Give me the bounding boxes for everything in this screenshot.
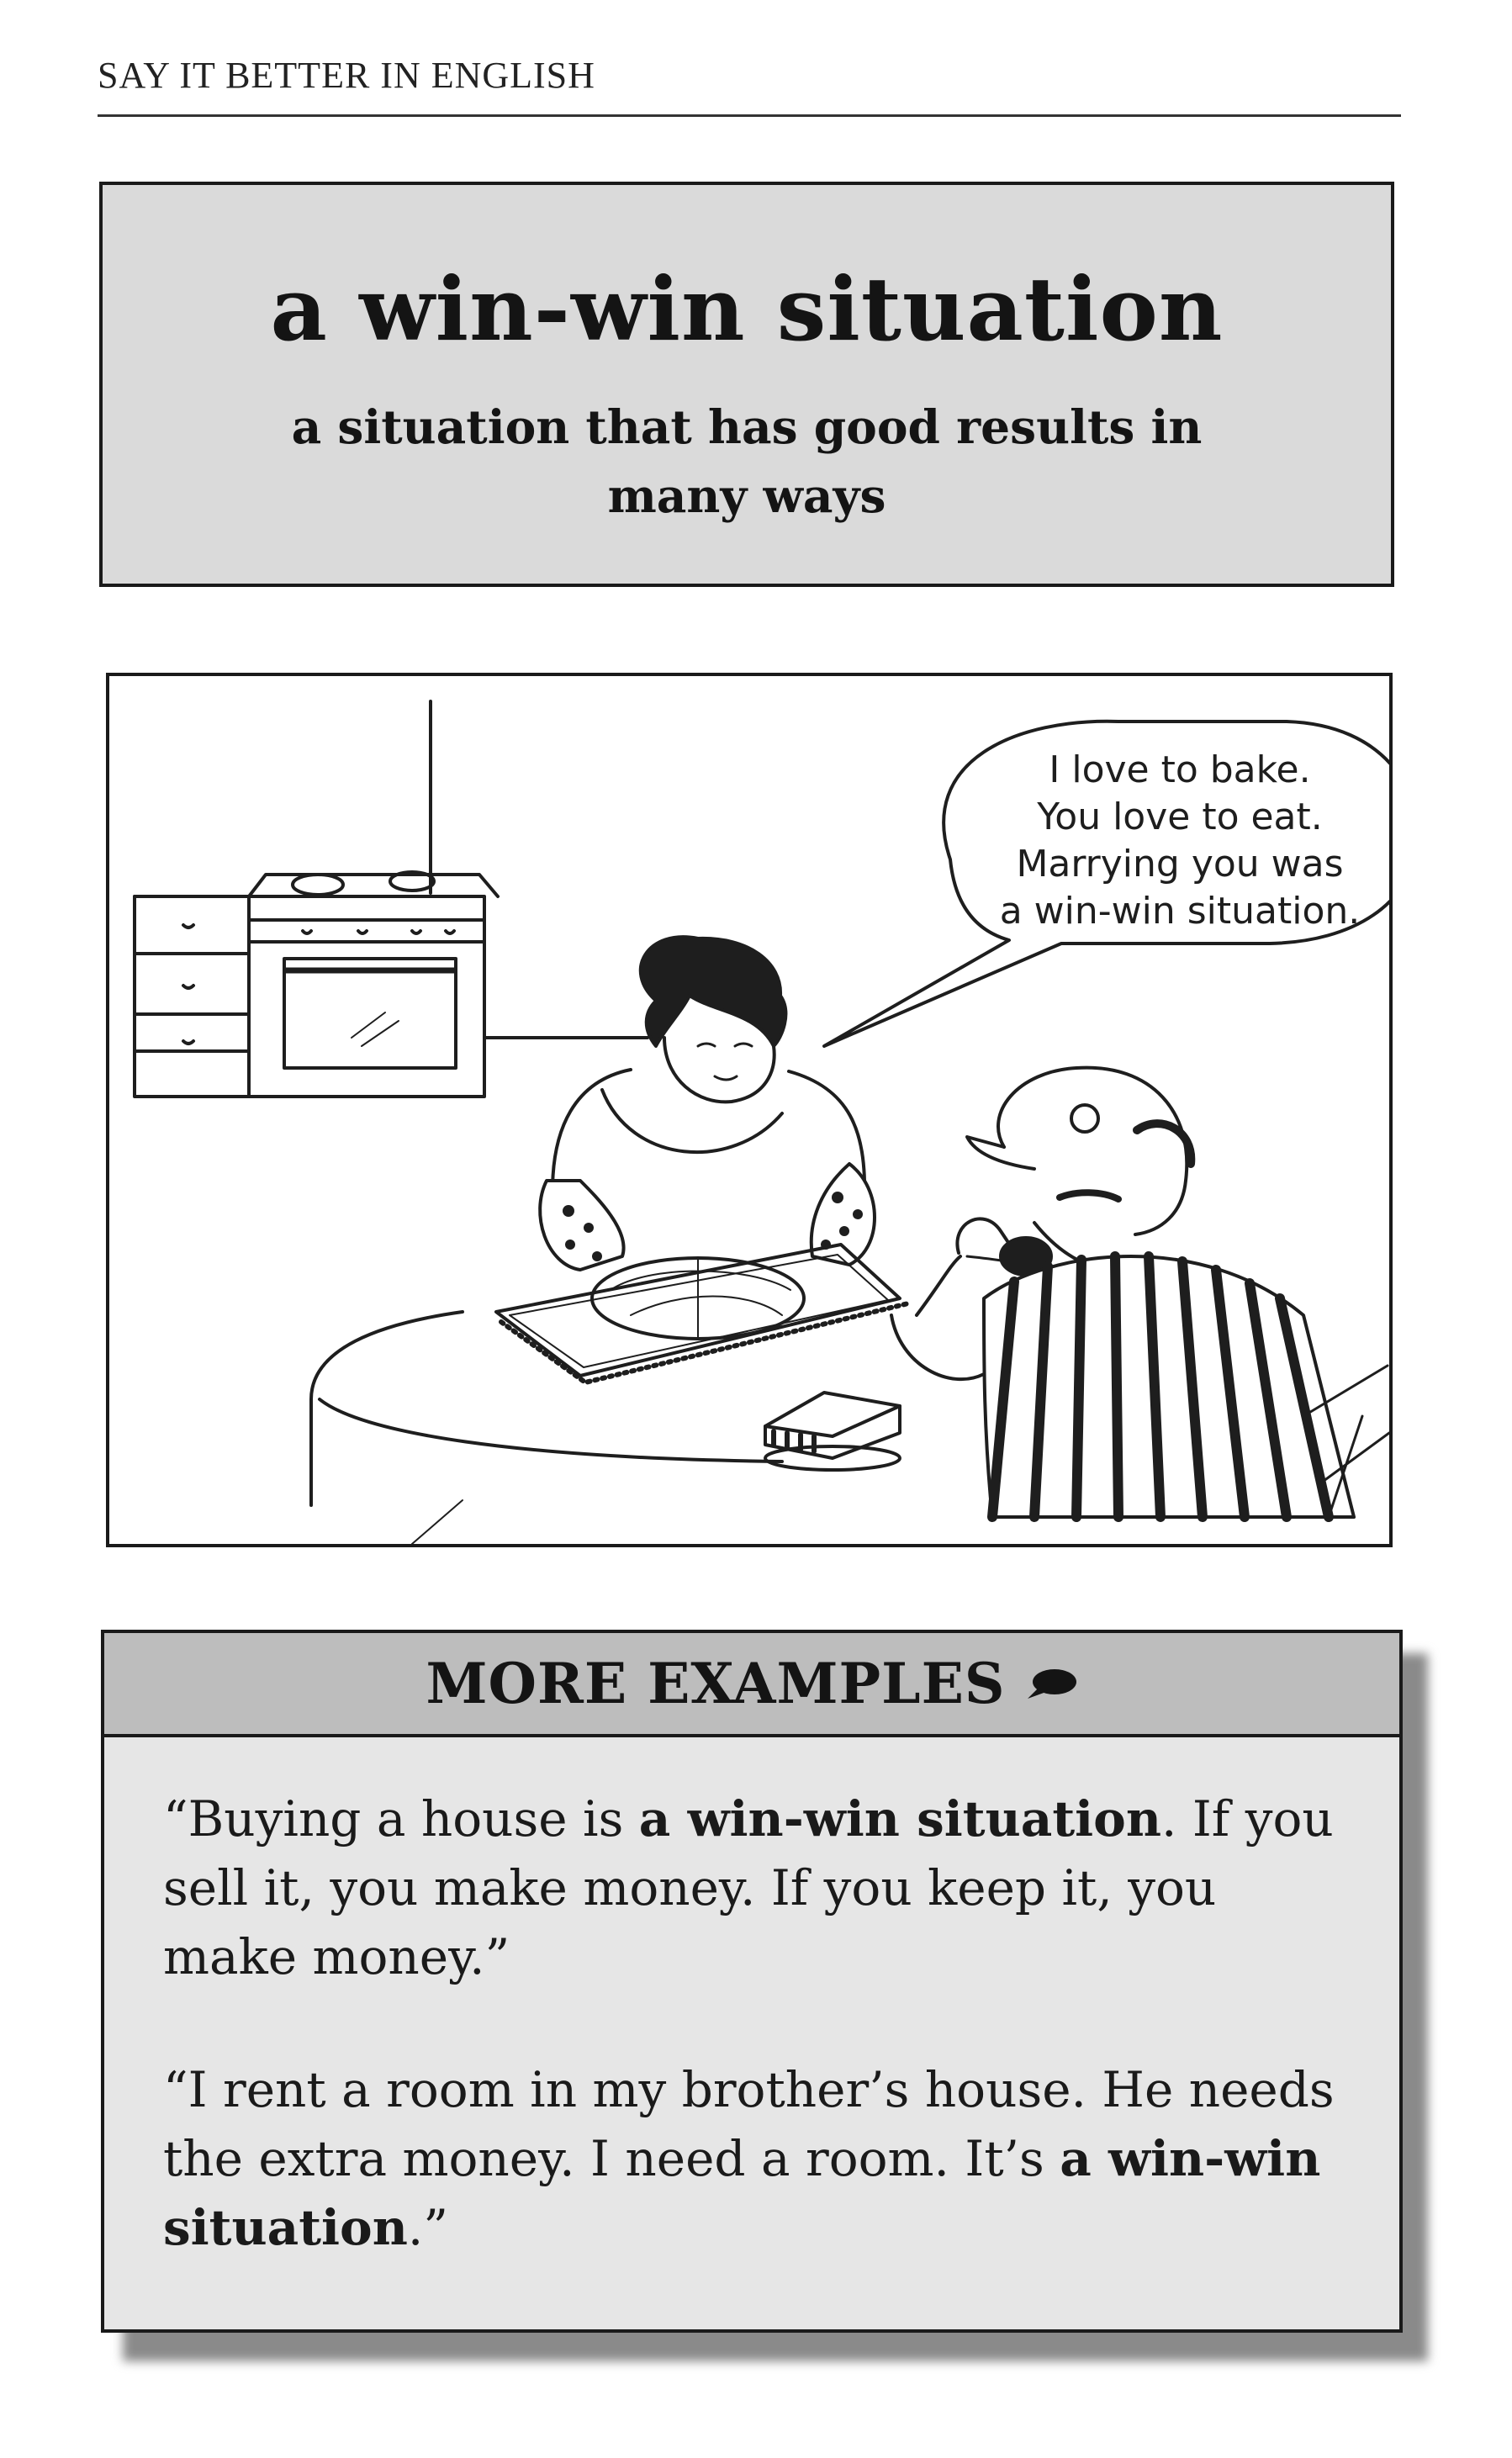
cartoon-illustration [106, 673, 1393, 1547]
example-text: “Buying a house is [163, 1790, 639, 1847]
speech-bubble-icon [1024, 1665, 1078, 1702]
idiom-highlight: a win-win situation [638, 1790, 1162, 1847]
example-quote-1 [163, 1784, 1357, 1991]
example-text: . If you sell it, you make money. If you keep it, you make money.” [163, 1790, 1334, 1985]
speech-line: Marrying you was [1016, 843, 1344, 885]
speech-line: a win-win situation. [999, 890, 1361, 933]
speech-bubble-text [918, 747, 1393, 935]
example-quote-2 [163, 2055, 1357, 2262]
running-header: SAY IT BETTER IN ENGLISH [98, 55, 595, 96]
speech-line: I love to bake. [1049, 748, 1311, 791]
example-text: “I rent a room in my brother’s house. He needs the extra money. I need a room. It’s [163, 2061, 1335, 2187]
definition-box [99, 182, 1394, 587]
more-examples-box [101, 1630, 1403, 2333]
idiom-definition: a situation that has good results in many ways [291, 399, 1203, 523]
more-examples-header [104, 1633, 1399, 1737]
idiom-title: a win-win situation [270, 257, 1224, 361]
example-text: .” [407, 2199, 448, 2256]
more-examples-heading: MORE EXAMPLES [426, 1651, 1006, 1716]
idiom-highlight: a win-win situation [163, 2130, 1321, 2256]
header-rule [98, 114, 1401, 117]
speech-line: You love to eat. [1037, 796, 1323, 838]
